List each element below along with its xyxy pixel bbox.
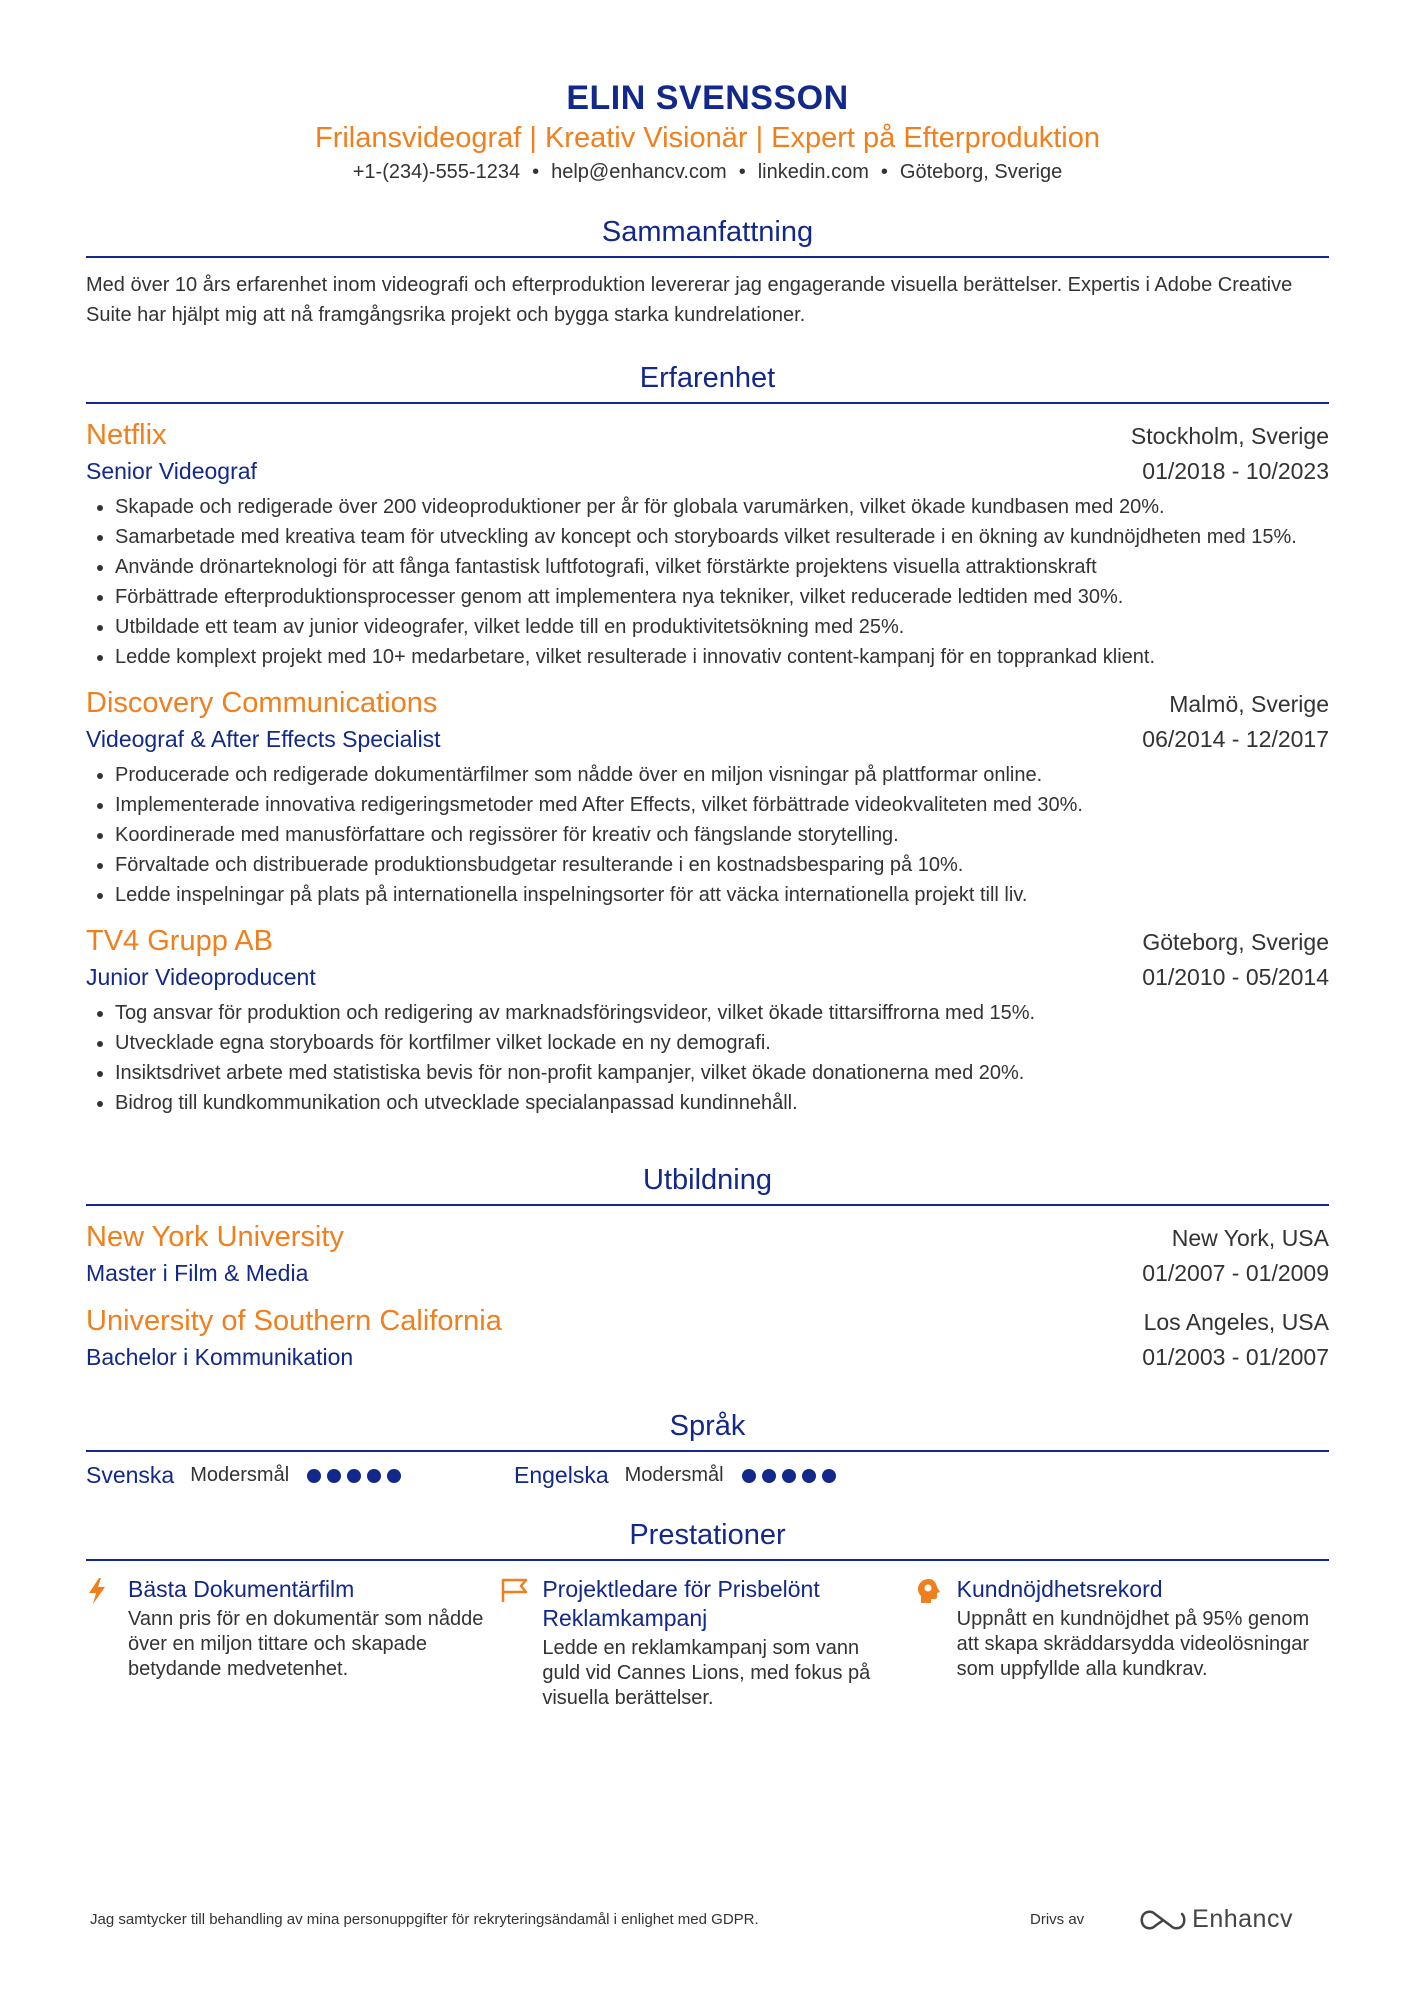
summary-text: Med över 10 års erfarenhet inom videografi och efterproduktion levererar jag engagerande visuella berättelser. Expertis i Adobe Creative Suite har hjälpt mig att nå framgångsrika projekt och bygga starka kundrelationer. xyxy=(86,274,1293,326)
bullet: • Koordinerade med manusförfattare och regissörer för kreativ och fängslande storytelling. xyxy=(115,820,1329,850)
bullet: • Ledde komplext projekt med 10+ medarbetare, vilket resulterade i innovativ content-kampanj för en topprankad klient. xyxy=(115,642,1329,672)
education-section xyxy=(86,1160,1329,1374)
language-rating xyxy=(742,1469,836,1483)
bullet: • Ledde inspelningar på plats på internationella inspelningsorter för att väcka internationella projekt till liv. xyxy=(115,880,1329,910)
gdpr-consent: Jag samtycker till behandling av mina personuppgifter för rekryteringsändamål i enlighet med GDPR. xyxy=(90,1911,759,1928)
bullet: • Använde drönarteknologi för att fånga fantastisk luftfotografi, vilket förstärkte projektens visuella attraktionskraft xyxy=(115,552,1329,582)
resume-header xyxy=(86,0,1329,186)
experience-entry xyxy=(86,922,1329,1118)
bullet: • Bidrog till kundkommunikation och utvecklade specialanpassad kundinnehåll. xyxy=(115,1088,1329,1118)
enhancv-logo-icon xyxy=(1140,1908,1186,1932)
experience-entry xyxy=(86,416,1329,672)
achievement-description: Vann pris för en dokumentär som nådde över en miljon tittare och skapade betydande medvetenhet. xyxy=(128,1608,484,1680)
rating-dot xyxy=(742,1469,756,1483)
email: help@enhancv.com xyxy=(551,161,727,183)
resume-page xyxy=(86,0,1329,1711)
achievement-item xyxy=(86,1575,500,1711)
job-location: Malmö, Sverige xyxy=(1169,691,1329,717)
rating-dot xyxy=(802,1469,816,1483)
footer xyxy=(90,1905,1330,1934)
location: Göteborg, Sverige xyxy=(899,161,1063,183)
school-location: Los Angeles, USA xyxy=(1143,1309,1329,1335)
rating-dot xyxy=(367,1469,381,1483)
degree: Bachelor i Kommunikation xyxy=(86,1344,354,1370)
rating-dot xyxy=(307,1469,321,1483)
phone: +1-(234)-555-1234 xyxy=(352,161,521,183)
achievement-description: Ledde en reklamkampanj som vann guld vid Cannes Lions, med fokus på visuella berättelser. xyxy=(542,1637,871,1709)
job-location: Stockholm, Sverige xyxy=(1130,423,1329,449)
job-bullets xyxy=(86,998,1329,1118)
rating-dot xyxy=(782,1469,796,1483)
rating-dot xyxy=(327,1469,341,1483)
languages-section xyxy=(86,1406,1329,1489)
bullet: • Tog ansvar för produktion och redigering av marknadsföringsvideor, vilket ökade tittarsiffrorna med 15%. xyxy=(115,998,1329,1028)
job-role: Junior Videoproducent xyxy=(86,964,316,990)
bullet: • Samarbetade med kreativa team för utveckling av koncept och storyboards vilket resulterade i en ökning av kundnöjdheten med 15%. xyxy=(115,522,1329,552)
experience-heading: Erfarenhet xyxy=(86,358,1329,404)
brand-name: Enhancv xyxy=(1192,1905,1293,1933)
summary-section xyxy=(86,212,1329,330)
job-bullets xyxy=(86,492,1329,672)
achievements-heading: Prestationer xyxy=(86,1515,1329,1561)
degree: Master i Film & Media xyxy=(86,1260,309,1286)
lightning-icon xyxy=(86,1577,108,1605)
rating-dot xyxy=(822,1469,836,1483)
language-level: Modersmål xyxy=(624,1464,724,1486)
job-bullets xyxy=(86,760,1329,910)
achievement-title: Bästa Dokumentärfilm xyxy=(128,1576,355,1602)
bullet: • Producerade och redigerade dokumentärfilmer som nådde över en miljon visningar på plattformar online. xyxy=(115,760,1329,790)
language-level: Modersmål xyxy=(190,1464,290,1486)
education-entry xyxy=(86,1302,1329,1374)
job-location: Göteborg, Sverige xyxy=(1142,929,1329,955)
achievements-section xyxy=(86,1515,1329,1711)
head-idea-icon xyxy=(915,1577,943,1605)
school-name: New York University xyxy=(86,1221,344,1253)
bullet: • Insiktsdrivet arbete med statistiska bevis för non-profit kampanjer, vilket ökade donationerna med 20%. xyxy=(115,1058,1329,1088)
experience-section xyxy=(86,358,1329,1118)
language-name: Engelska xyxy=(514,1462,609,1488)
achievement-item xyxy=(500,1575,914,1711)
flag-icon xyxy=(500,1577,530,1603)
achievement-description: Uppnått en kundnöjdhet på 95% genom att skapa skräddarsydda videolösningar som uppfyllde alla kundkrav. xyxy=(956,1608,1310,1680)
bullet: • Förvaltade och distribuerade produktionsbudgetar resulterande i en kostnadsbesparing på 10%. xyxy=(115,850,1329,880)
summary-heading: Sammanfattning xyxy=(86,212,1329,258)
achievement-item xyxy=(915,1575,1329,1711)
bullet: • Skapade och redigerade över 200 videoproduktioner per år för globala varumärken, vilket ökade kundbasen med 20%. xyxy=(115,492,1329,522)
bullet: • Utvecklade egna storyboards för kortfilmer vilket lockade en ny demografi. xyxy=(115,1028,1329,1058)
language-rating xyxy=(307,1469,401,1483)
powered-by-label: Drivs av xyxy=(1030,1911,1085,1928)
rating-dot xyxy=(387,1469,401,1483)
rating-dot xyxy=(347,1469,361,1483)
job-dates: 01/2010 - 05/2014 xyxy=(1142,964,1329,990)
school-location: New York, USA xyxy=(1171,1225,1329,1251)
job-dates: 01/2018 - 10/2023 xyxy=(1142,458,1329,484)
contact-line: +1-(234)-555-1234 • help@enhancv.com • linkedin.com • Göteborg, Sverige xyxy=(352,161,1063,183)
language-item xyxy=(86,1462,514,1489)
education-dates: 01/2007 - 01/2009 xyxy=(1142,1260,1329,1286)
education-dates: 01/2003 - 01/2007 xyxy=(1142,1344,1329,1370)
bullet: • Förbättrade efterproduktionsprocesser genom att implementera nya tekniker, vilket reducerade ledtiden med 30%. xyxy=(115,582,1329,612)
achievement-title: Kundnöjdhetsrekord xyxy=(956,1576,1163,1602)
language-item xyxy=(514,1462,942,1489)
education-entry xyxy=(86,1218,1329,1290)
job-dates: 06/2014 - 12/2017 xyxy=(1142,726,1329,752)
bullet: • Utbildade ett team av junior videografer, vilket ledde till en produktivitetsökning med 25%. xyxy=(115,612,1329,642)
rating-dot xyxy=(762,1469,776,1483)
candidate-name: ELIN SVENSSON xyxy=(566,79,849,117)
company-name: Discovery Communications xyxy=(86,687,438,719)
school-name: University of Southern California xyxy=(86,1305,502,1337)
brand-logo[interactable] xyxy=(1140,1905,1293,1934)
education-heading: Utbildning xyxy=(86,1160,1329,1206)
languages-heading: Språk xyxy=(86,1406,1329,1452)
bullet: • Implementerade innovativa redigeringsmetoder med After Effects, vilket förbättrade videokvaliteten med 30%. xyxy=(115,790,1329,820)
job-role: Senior Videograf xyxy=(86,458,257,484)
linkedin: linkedin.com xyxy=(757,161,869,183)
company-name: TV4 Grupp AB xyxy=(86,925,273,957)
language-name: Svenska xyxy=(86,1462,175,1488)
company-name: Netflix xyxy=(86,419,167,451)
achievement-title: Projektledare för Prisbelönt Reklamkampanj xyxy=(542,1576,820,1631)
experience-entry xyxy=(86,684,1329,910)
job-role: Videograf & After Effects Specialist xyxy=(86,726,441,752)
candidate-title: Frilansvideograf | Kreativ Visionär | Expert på Efterproduktion xyxy=(314,122,1101,154)
